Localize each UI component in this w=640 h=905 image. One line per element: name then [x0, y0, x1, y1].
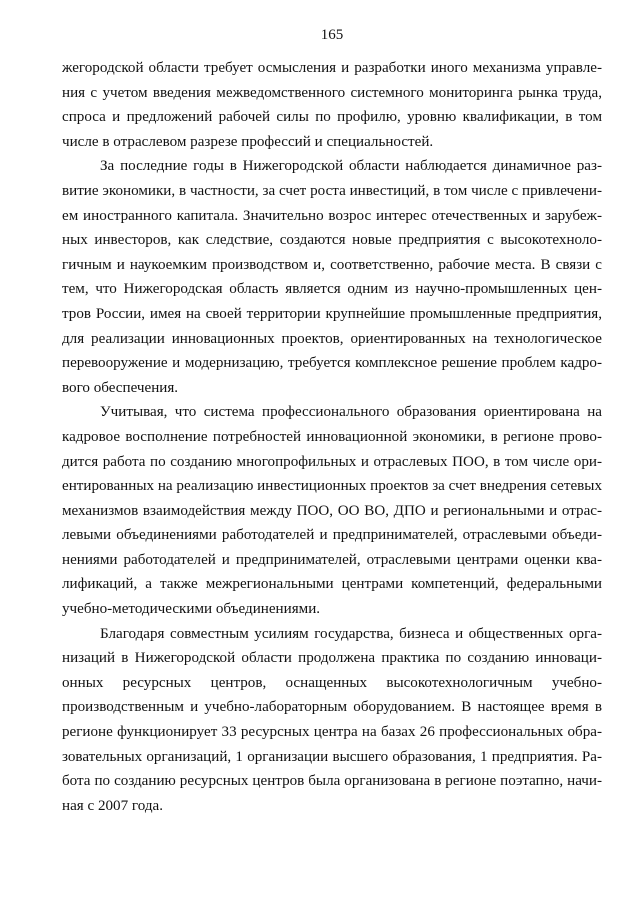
text-line: числе в отраслевом разрезе профессий и специальностей.: [62, 133, 434, 150]
document-page: [62, 20, 602, 818]
text-line: За последние годы в Нижегородской области наблюдается динамичное раз-: [100, 158, 602, 175]
text-line: ния с учетом введения межведомственного системного мониторинга рынка труда,: [62, 84, 602, 101]
text-line: лификаций, а также межрегиональными центрами компетенций, федеральными: [62, 576, 602, 593]
text-line: кадровое восполнение потребностей инновационной экономики, в регионе прово-: [62, 428, 602, 445]
text-line: регионе функционирует 33 ресурсных центра на базах 26 профессиональных обра-: [62, 724, 602, 741]
text-line: механизмов взаимодействия между ПОО, ОО ВО, ДПО и региональными и отрас-: [62, 502, 602, 519]
text-line: гичным и наукоемким производством и, соответственно, рабочие места. В связи с: [62, 256, 602, 273]
text-line: спроса и предложений рабочей силы по профилю, уровню квалификации, в том: [62, 109, 602, 126]
text-line: дится работа по созданию многопрофильных и отраслевых ПОО, в том числе ори-: [62, 453, 602, 470]
text-line: ентированных на реализацию инвестиционных проектов за счет внедрения сетевых: [62, 478, 602, 495]
page-number: 165: [320, 27, 344, 43]
paragraph: [62, 56, 602, 154]
text-line: для реализации инновационных проектов, ориентированных на технологическое: [62, 330, 602, 347]
text-line: зовательных организаций, 1 организации высшего образования, 1 предприятия. Ра-: [62, 748, 602, 765]
text-line: витие экономики, в частности, за счет роста инвестиций, в том числе с привлечени-: [62, 182, 602, 199]
text-line: производственным и учебно-лабораторным оборудованием. В настоящее время в: [62, 699, 602, 716]
text-line: ем иностранного капитала. Значительно возрос интерес отечественных и зарубеж-: [62, 207, 602, 224]
text-line: перевооружение и модернизацию, требуется комплексное решение проблем кадро-: [62, 355, 602, 372]
paragraph: [62, 154, 602, 400]
text-line: жегородской области требует осмысления и разработки иного механизма управле-: [62, 60, 602, 76]
paragraph: [62, 622, 602, 819]
text-line: левыми объединениями работодателей и предпринимателей, отраслевыми объеди-: [62, 527, 602, 544]
text-line: нениями работодателей и предпринимателей, отраслевыми центрами оценки ква-: [62, 551, 602, 568]
text-line: вого обеспечения.: [62, 379, 179, 396]
text-line: Учитывая, что система профессионального образования ориентирована на: [100, 404, 602, 421]
text-line: ная с 2007 года.: [62, 797, 164, 814]
text-line: Благодаря совместным усилиям государства, бизнеса и общественных орга-: [100, 625, 602, 642]
text-line: ных инвесторов, как следствие, создаются новые предприятия с высокотехноло-: [62, 232, 602, 249]
text-line: низаций в Нижегородской области продолжена практика по созданию инноваци-: [62, 650, 602, 667]
text-line: тем, что Нижегородская область является одним из научно-промышленных цен-: [62, 281, 602, 298]
paragraph: [62, 400, 602, 621]
text-line: учебно-методическими объединениями.: [62, 601, 321, 618]
text-line: бота по созданию ресурсных центров была организована в регионе поэтапно, начи-: [62, 773, 602, 790]
text-line: онных ресурсных центров, оснащенных высокотехнологичным учебно-: [62, 674, 602, 691]
text-line: тров России, имея на своей территории крупнейшие промышленные предприятия,: [62, 305, 602, 322]
body-text: [62, 56, 602, 818]
